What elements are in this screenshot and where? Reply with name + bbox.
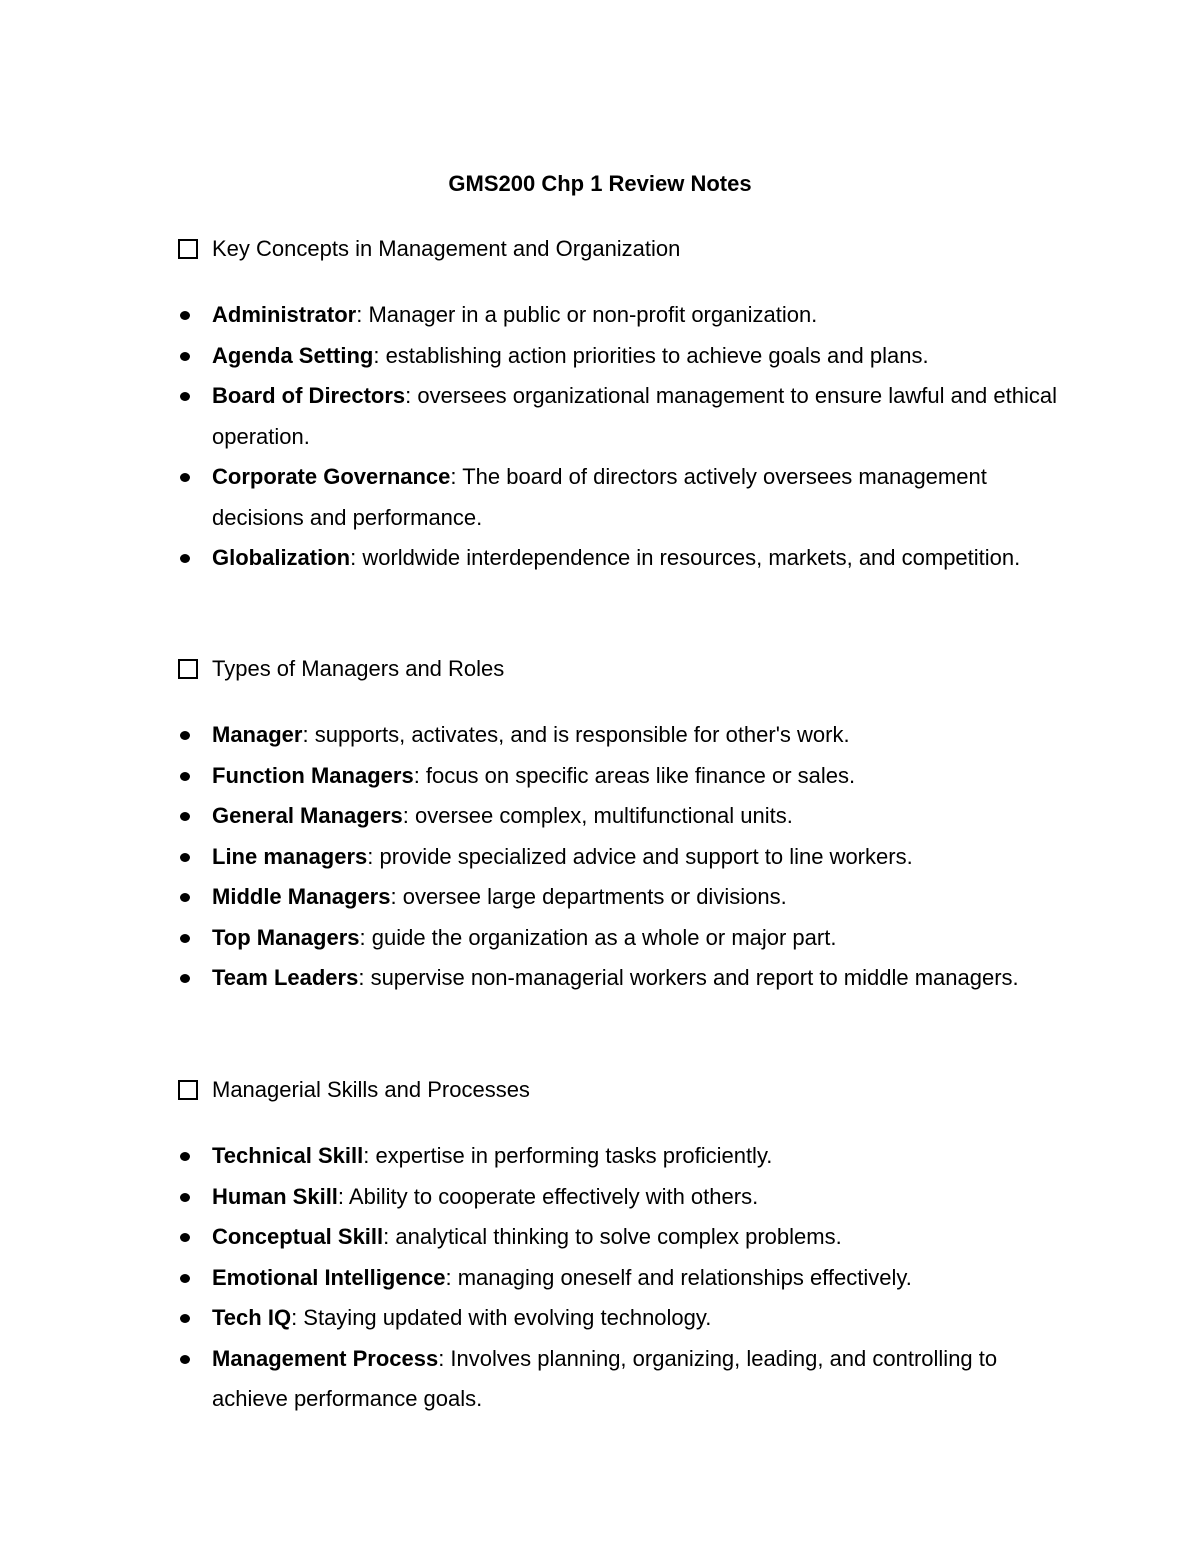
- list-item: [178, 918, 1078, 959]
- section-managerial-skills: [178, 1074, 1078, 1420]
- document-title: GMS200 Chp 1 Review Notes: [448, 171, 752, 196]
- definition-list: [178, 295, 1078, 579]
- term: Administrator: [212, 302, 357, 327]
- section-heading: [178, 653, 1078, 685]
- checkbox-icon: [178, 659, 198, 679]
- definition: : Staying updated with evolving technology.: [291, 1305, 712, 1330]
- term: Agenda Setting: [212, 342, 374, 368]
- term: Emotional Intelligence: [212, 1264, 446, 1290]
- definition: : focus on specific areas like finance or sales.: [413, 762, 856, 788]
- definition: : The board of directors actively oversees management decisions and performance.: [212, 464, 987, 530]
- term: Conceptual Skill: [212, 1224, 384, 1249]
- bullet-icon: [180, 311, 190, 320]
- bullet-icon: [180, 731, 190, 740]
- bullet-icon: [180, 934, 190, 943]
- definition: : Manager in a public or non-profit organization.: [356, 302, 818, 327]
- list-item: [178, 877, 1078, 918]
- definition: : analytical thinking to solve complex problems.: [383, 1224, 842, 1249]
- term: Function Managers: [212, 762, 414, 788]
- bullet-icon: [180, 1152, 190, 1161]
- list-item: [178, 1298, 1078, 1339]
- section-key-concepts: [178, 233, 1078, 579]
- term: Middle Managers: [212, 884, 391, 909]
- bullet-icon: [180, 1193, 190, 1202]
- bullet-icon: [180, 554, 190, 563]
- definition: : expertise in performing tasks proficiently.: [363, 1143, 773, 1168]
- list-item: [178, 538, 1078, 579]
- definition-list: [178, 715, 1078, 999]
- list-item: [178, 837, 1078, 878]
- term: Globalization: [212, 545, 351, 570]
- term: Management Process: [212, 1345, 439, 1371]
- bullet-icon: [180, 893, 190, 902]
- list-item: [178, 376, 1078, 457]
- term: Corporate Governance: [212, 464, 451, 489]
- term: Technical Skill: [212, 1143, 364, 1168]
- definition: : provide specialized advice and support to line workers.: [367, 843, 913, 869]
- section-heading: [178, 233, 1078, 265]
- definition: : guide the organization as a whole or major part.: [359, 924, 837, 950]
- definition: : oversees organizational management to ensure lawful and ethical operation.: [212, 383, 1057, 449]
- term: Line managers: [212, 843, 368, 869]
- list-item: [178, 1339, 1078, 1420]
- definition: : oversee complex, multifunctional units.: [402, 803, 793, 828]
- checkbox-icon: [178, 1080, 198, 1100]
- term: Manager: [212, 722, 303, 747]
- bullet-icon: [180, 1355, 190, 1364]
- list-item: [178, 1258, 1078, 1299]
- definition-list: [178, 1136, 1078, 1420]
- definition: : oversee large departments or divisions.: [390, 884, 787, 909]
- section-heading-text: Key Concepts in Management and Organization: [212, 236, 681, 261]
- bullet-icon: [180, 812, 190, 821]
- definition: : establishing action priorities to achieve goals and plans.: [373, 342, 929, 368]
- list-item: [178, 958, 1078, 999]
- bullet-icon: [180, 853, 190, 862]
- list-item: [178, 756, 1078, 797]
- definition: : worldwide interdependence in resources, markets, and competition.: [350, 545, 1021, 570]
- term: General Managers: [212, 803, 403, 828]
- definition: : supports, activates, and is responsible for other's work.: [302, 722, 850, 747]
- bullet-icon: [180, 772, 190, 781]
- bullet-icon: [180, 1233, 190, 1242]
- list-item: [178, 1177, 1078, 1218]
- term: Human Skill: [212, 1183, 338, 1209]
- bullet-icon: [180, 1274, 190, 1283]
- checkbox-icon: [178, 239, 198, 259]
- list-item: [178, 295, 1078, 336]
- term: Tech IQ: [212, 1305, 292, 1330]
- definition: : Involves planning, organizing, leading, and controlling to achieve performance goals.: [212, 1345, 998, 1411]
- list-item: [178, 796, 1078, 837]
- term: Team Leaders: [212, 965, 359, 990]
- list-item: [178, 336, 1078, 377]
- list-item: [178, 1217, 1078, 1258]
- definition: : managing oneself and relationships effectively.: [445, 1264, 912, 1290]
- list-item: [178, 457, 1078, 538]
- bullet-icon: [180, 473, 190, 482]
- definition: : Ability to cooperate effectively with others.: [337, 1183, 759, 1209]
- section-types-of-managers: [178, 653, 1078, 999]
- bullet-icon: [180, 352, 190, 361]
- term: Board of Directors: [212, 383, 406, 408]
- bullet-icon: [180, 392, 190, 401]
- definition: : supervise non-managerial workers and report to middle managers.: [358, 965, 1019, 990]
- section-heading-text: Types of Managers and Roles: [212, 656, 505, 681]
- bullet-icon: [180, 974, 190, 983]
- section-heading-text: Managerial Skills and Processes: [212, 1077, 530, 1102]
- term: Top Managers: [212, 924, 360, 950]
- section-heading: [178, 1074, 1078, 1106]
- bullet-icon: [180, 1314, 190, 1323]
- list-item: [178, 715, 1078, 756]
- list-item: [178, 1136, 1078, 1177]
